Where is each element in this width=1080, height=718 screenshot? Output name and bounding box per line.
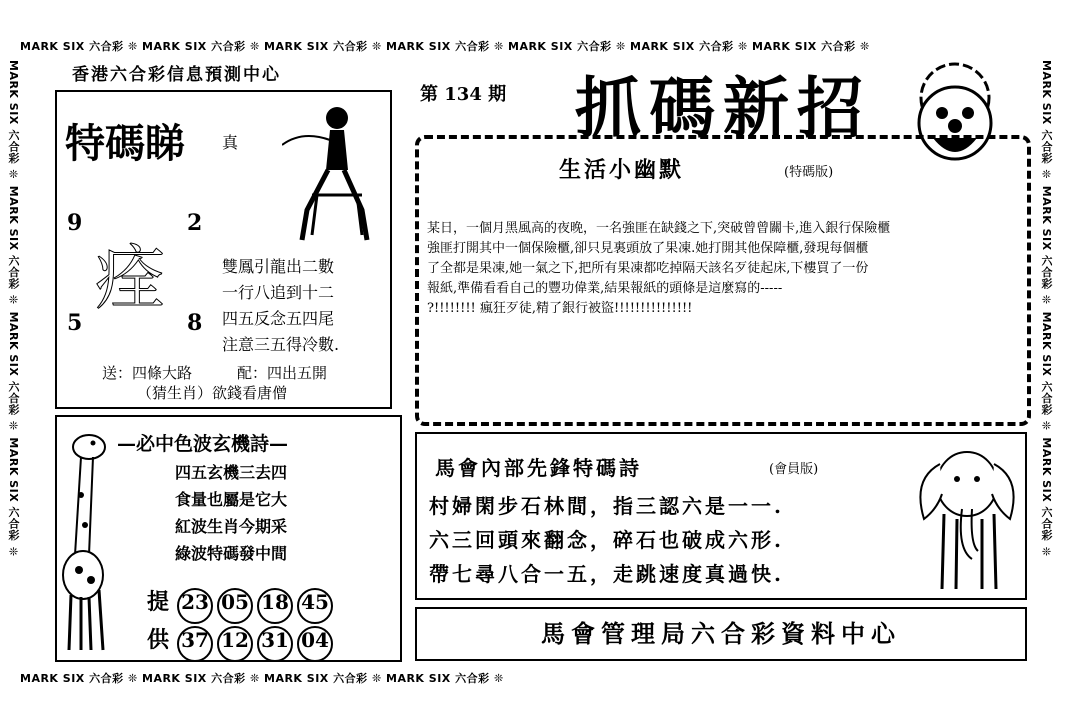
row-label: 提 bbox=[147, 589, 170, 615]
border-text: MARK SIX 六合彩 ❊ bbox=[142, 672, 260, 685]
page-title: 抓碼新招 bbox=[575, 69, 871, 147]
wave-poem bbox=[175, 459, 287, 567]
insider-poem-panel bbox=[415, 432, 1027, 600]
number-row bbox=[147, 623, 337, 662]
poem-line: 四五反念五四尾 bbox=[222, 309, 335, 328]
poem-line: 帶七尋八合一五，走跳速度真過快. bbox=[429, 562, 784, 586]
story-line: 報紙,準備看看自己的豐功偉業,結果報紙的頭條是這麼寫的----- bbox=[427, 281, 783, 296]
poem-line: 雙鳳引龍出二數 bbox=[222, 257, 335, 276]
poem-title: 馬會內部先鋒特碼詩 bbox=[435, 456, 642, 480]
number-ball: 45 bbox=[297, 588, 333, 624]
poem-line: 一行八追到十二 bbox=[222, 283, 335, 302]
poem-tag: (會員版) bbox=[769, 462, 819, 477]
border-text: MARK SIX 六合彩 ❊ bbox=[264, 40, 382, 53]
issue-prefix: 第 bbox=[420, 84, 438, 105]
border-right bbox=[1038, 60, 1054, 680]
giraffe-illustration bbox=[59, 425, 117, 655]
border-text: MARK SIX 六合彩 ❊ bbox=[20, 672, 138, 685]
border-text: MARK SIX 六合彩 ❊ bbox=[1040, 60, 1053, 182]
story-title: 生活小幽默 bbox=[559, 157, 685, 183]
panel-title: 特碼睇 bbox=[65, 120, 185, 167]
color-wave-panel bbox=[55, 415, 402, 662]
clue-character: 痊 bbox=[95, 237, 165, 319]
border-text: MARK SIX 六合彩 ❊ bbox=[1040, 437, 1053, 559]
story-line: 了全都是果凍,她一氣之下,把所有果凍都吃掉隔天該名歹徒起床,下樓買了一份 bbox=[427, 261, 869, 276]
corner-number: 5 bbox=[67, 310, 83, 336]
number-ball: 04 bbox=[297, 626, 333, 662]
poem-line: 綠波特碼發中間 bbox=[175, 544, 288, 563]
send-hint: 送：四條大路 bbox=[102, 364, 193, 382]
number-ball: 31 bbox=[257, 626, 293, 662]
border-text: MARK SIX 六合彩 ❊ bbox=[386, 672, 504, 685]
poem-line: 食量也屬是它大 bbox=[175, 490, 288, 509]
border-text: MARK SIX 六合彩 ❊ bbox=[1040, 185, 1053, 308]
story-tag: (特碼版) bbox=[784, 165, 834, 180]
border-text: MARK SIX 六合彩 ❊ bbox=[142, 40, 260, 53]
corner-number: 2 bbox=[187, 210, 203, 236]
footer-panel bbox=[415, 607, 1027, 661]
number-ball: 23 bbox=[177, 588, 213, 624]
panel-title: —必中色波玄機詩— bbox=[117, 433, 289, 455]
number-ball: 05 bbox=[217, 588, 253, 624]
poem-text bbox=[429, 489, 784, 591]
story-line: ?!!!!!!!! 瘋狂歹徒,精了銀行被盜!!!!!!!!!!!!!!! bbox=[427, 301, 693, 316]
poem-line: 村婦閑步石林間，指三認六是一一. bbox=[429, 494, 784, 518]
border-text: MARK SIX 六合彩 ❊ bbox=[7, 185, 20, 308]
center-name: 香港六合彩信息預測中心 bbox=[72, 65, 281, 85]
border-text: MARK SIX 六合彩 ❊ bbox=[264, 672, 382, 685]
corner-number: 8 bbox=[187, 310, 203, 336]
number-row bbox=[147, 585, 337, 624]
border-text: MARK SIX 六合彩 ❊ bbox=[20, 40, 138, 53]
poem-line: 六三回頭來翻念，碎石也破成六形. bbox=[429, 528, 784, 552]
story-line: 強匪打開其中一個保險櫃,卻只見裏頭放了果凍.她打開其他保障櫃,發現每個櫃 bbox=[427, 241, 869, 256]
story-line: 某日，一個月黑風高的夜晚，一名強匪在缺錢之下,突破曾曾關卡,進入銀行保險櫃 bbox=[427, 221, 891, 236]
number-ball: 18 bbox=[257, 588, 293, 624]
elephant-illustration bbox=[912, 439, 1022, 594]
border-text: MARK SIX 六合彩 ❊ bbox=[7, 437, 20, 559]
panel-subtitle: 真 bbox=[222, 133, 239, 152]
row-label: 供 bbox=[147, 627, 170, 653]
corner-number: 9 bbox=[67, 210, 83, 236]
issue-number bbox=[420, 80, 506, 106]
border-text: MARK SIX 六合彩 ❊ bbox=[1040, 311, 1053, 434]
footer-label: 馬會管理局六合彩資料中心 bbox=[541, 619, 901, 648]
special-number-panel bbox=[55, 90, 392, 409]
border-text: MARK SIX 六合彩 ❊ bbox=[7, 311, 20, 434]
issue-suffix: 期 bbox=[488, 84, 507, 105]
border-text: MARK SIX 六合彩 ❊ bbox=[630, 40, 748, 53]
story-text bbox=[427, 219, 890, 319]
pair-hint: 配：四出五開 bbox=[237, 364, 328, 382]
riddle: （猜生肖）欲錢看唐僧 bbox=[137, 384, 288, 402]
border-text: MARK SIX 六合彩 ❊ bbox=[508, 40, 626, 53]
poem-line: 紅波生肖今期采 bbox=[175, 517, 288, 536]
border-left bbox=[5, 60, 21, 660]
humor-story-panel bbox=[415, 135, 1031, 426]
border-text: MARK SIX 六合彩 ❊ bbox=[752, 40, 870, 53]
clue-poem bbox=[222, 254, 339, 358]
issue-value: 134 bbox=[444, 84, 482, 105]
border-text: MARK SIX 六合彩 ❊ bbox=[386, 40, 504, 53]
number-ball: 12 bbox=[217, 626, 253, 662]
woman-illustration bbox=[282, 100, 382, 250]
border-bottom bbox=[20, 670, 504, 686]
border-text: MARK SIX 六合彩 ❊ bbox=[7, 60, 20, 182]
poem-line: 注意三五得冷數. bbox=[222, 335, 340, 354]
poem-line: 四五玄機三去四 bbox=[175, 463, 288, 482]
number-ball: 37 bbox=[177, 626, 213, 662]
border-top bbox=[20, 38, 870, 54]
